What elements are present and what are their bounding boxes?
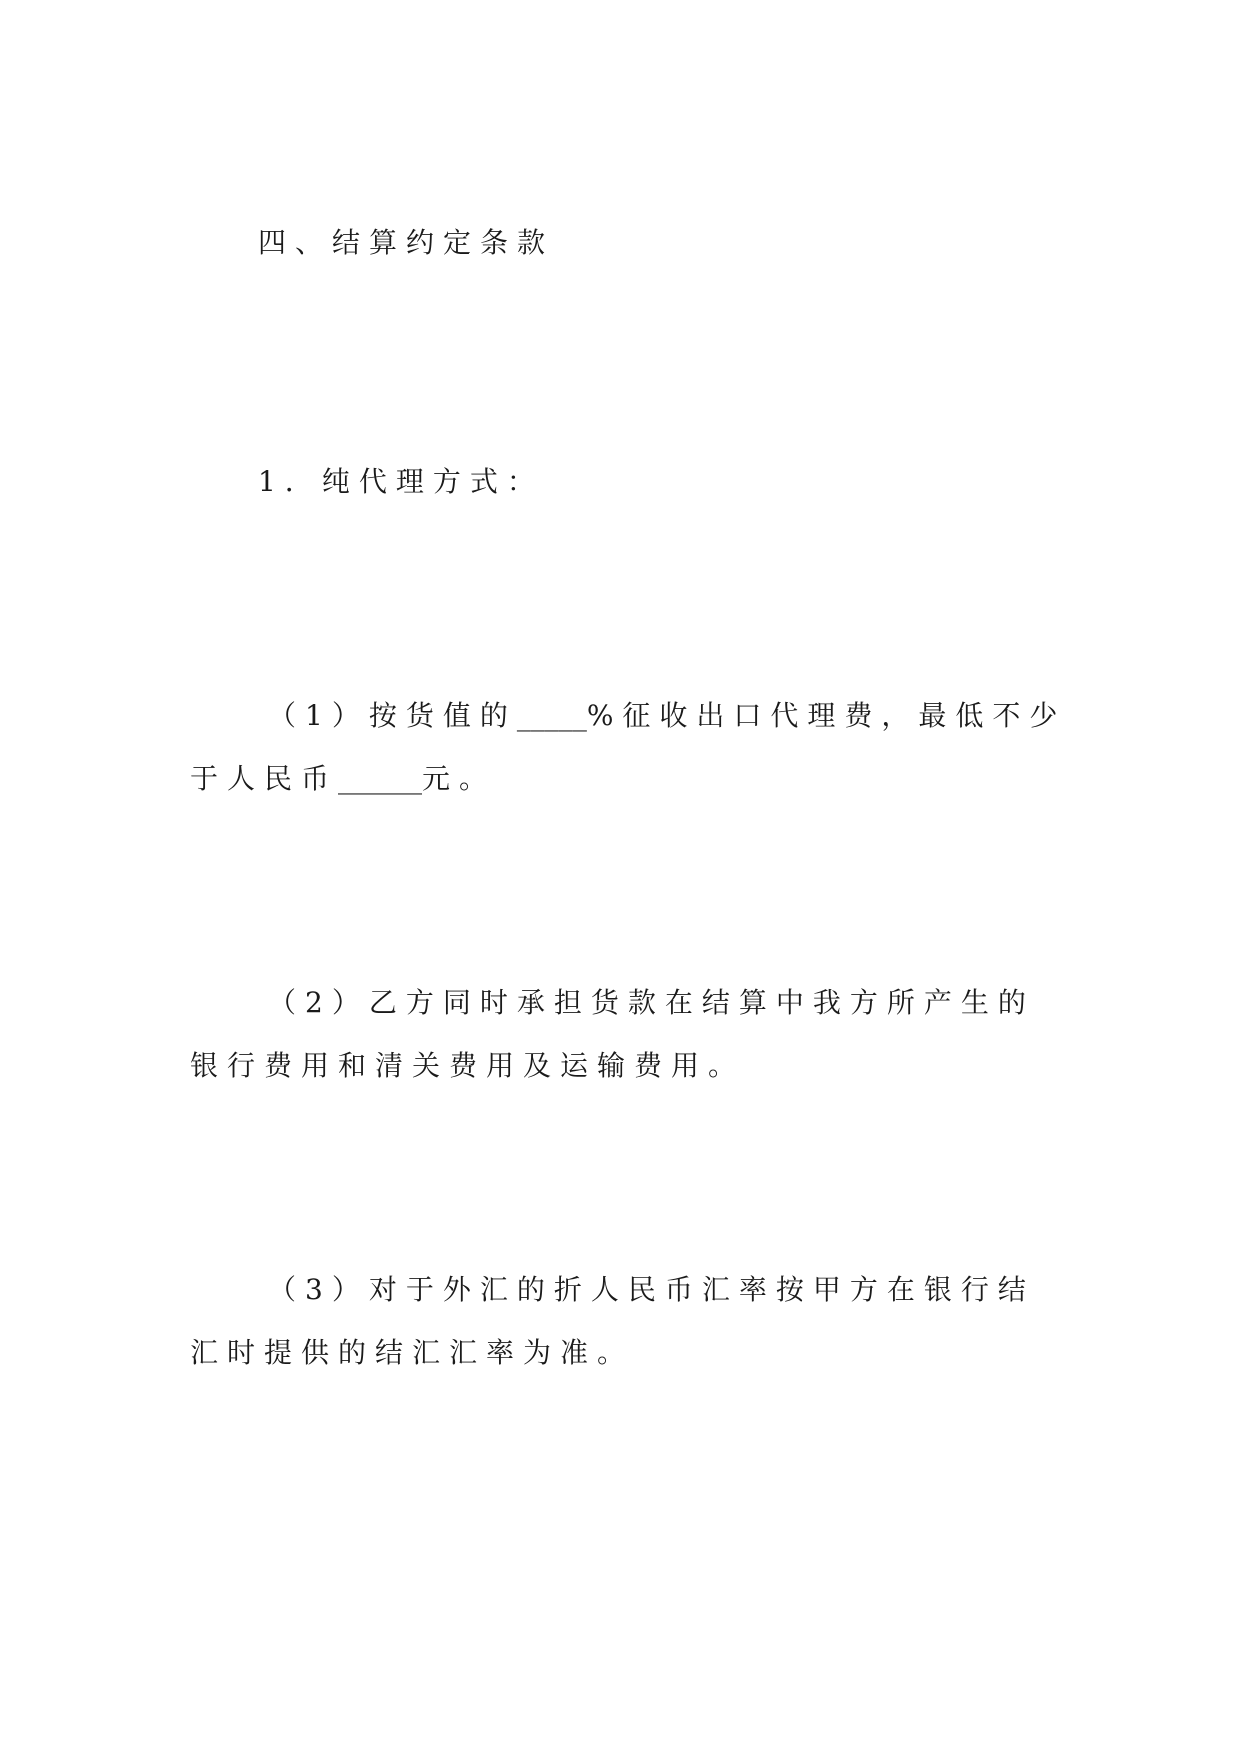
clause-1-suffix: 元。 xyxy=(422,762,497,795)
clause-3: （3）对于外汇的折人民币汇率按甲方在银行结汇时提供的结汇汇率为准。 xyxy=(190,1273,1035,1369)
clause-1 xyxy=(190,684,1070,810)
clause-1-blank-amount: ______ xyxy=(338,762,423,795)
clause-2: （2）乙方同时承担货款在结算中我方所产生的银行费用和清关费用及运输费用。 xyxy=(190,986,1035,1082)
section-heading: 四、结算约定条款 xyxy=(258,226,555,259)
clause-1-blank-percent: _____ xyxy=(516,699,587,732)
clause-1-prefix: （1）按货值的 xyxy=(268,699,517,732)
subsection-heading: 1．纯代理方式： xyxy=(258,465,544,498)
clause-1-middle: %征收出口代理费，最低不少于人民币 xyxy=(190,699,1067,795)
